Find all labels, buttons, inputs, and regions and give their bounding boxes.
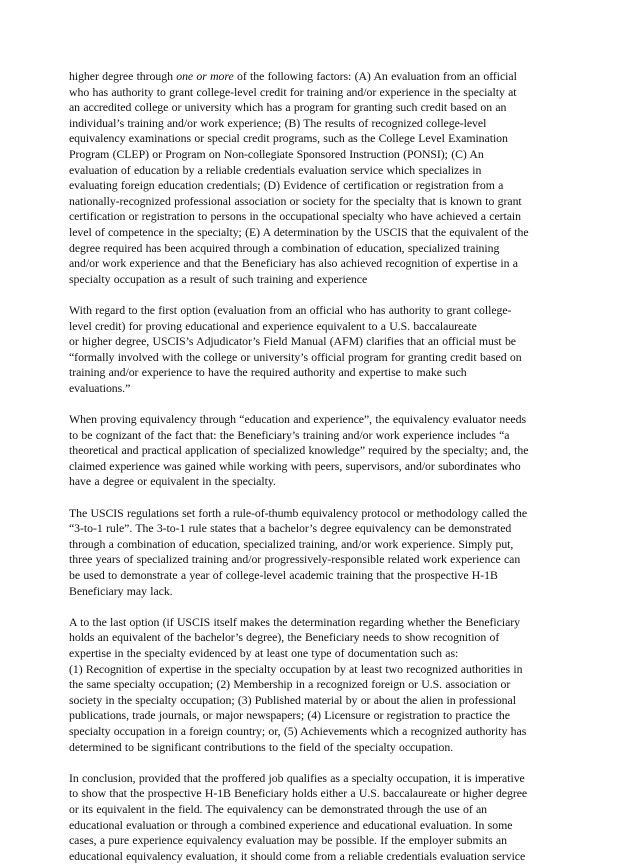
text-line: the same specialty occupation; (2) Membership in a recognized foreign or U.S. association or [69,677,511,692]
text-line: When proving equivalency through “education and experience”, the equivalency evaluator needs [69,412,526,427]
text-line: who has authority to grant college-level credit for training and/or experience in the specialty at [69,84,517,99]
text-line: In conclusion, provided that the proffered job qualifies as a specialty occupation, it is imperative [69,770,525,785]
document-body [69,69,575,864]
emphasized-text: one or more [176,69,234,83]
text-line: A to the last option (if USCIS itself makes the determination regarding whether the Beneficiary [69,614,520,629]
text-line: evaluating foreign education credentials; (D) Evidence of certification or registration from a [69,178,504,193]
text-line: determined to be significant contributions to the field of the specialty occupation. [69,739,454,754]
text-line: have a degree or equivalent in the specialty. [69,474,276,489]
text-line: Beneficiary may lack. [69,583,173,598]
text-line: educational evaluation or through a combined experience and educational evaluation. In some [69,817,513,832]
text-line: certification or registration to persons in the occupational specialty who have achieved a certain [69,209,522,224]
paragraph-degree-factors [69,69,575,287]
text-line: educational equivalency evaluation, it should come from a reliable credentials evaluation service [69,848,526,863]
text-line: to show that the prospective H-1B Beneficiary holds either a U.S. baccalaureate or higher degree [69,786,528,801]
text-line: With regard to the first option (evaluation from an official who has authority to grant college- [69,302,512,317]
text-line: degree required has been acquired through a combination of education, specialized training [69,240,500,255]
text-line: “formally involved with the college or university’s official program for granting credit based on [69,349,522,364]
text-line: “3-to-1 rule”. The 3-to-1 rule states that a bachelor’s degree equivalency can be demonstrated [69,521,512,536]
text-line: higher degree through one or more of the following factors: (A) An evaluation from an official [69,69,517,83]
text-line: society in the specialty occupation; (3) Published material by or about the alien in professional [69,692,516,707]
text-line: Program (CLEP) or Program on Non-collegiate Sponsored Instruction (PONSI); (C) An [69,146,484,161]
paragraph-conclusion [69,771,575,864]
text-line: publications, trade journals, or major newspapers; (4) Licensure or registration to practice the [69,708,510,723]
text-line: an accredited college or university which has a program for granting such credit based on an [69,100,507,115]
text-line: be used to demonstrate a year of college-level academic training that the prospective H-1B [69,568,498,582]
paragraph-first-option [69,303,575,397]
text-line: training and/or experience to have the required authority and expertise to make such [69,365,467,380]
text-line: level of competence in the specialty; (E) A determination by the USCIS that the equivalent of the [69,224,529,239]
text-line: individual’s training and/or work experience; (B) The results of recognized college-level [69,115,487,130]
text-line: level credit) for proving educational and experience equivalent to a U.S. baccalaureate [69,318,477,333]
paragraph-last-option [69,615,575,755]
text-line: claimed experience was gained while working with peers, supervisors, and/or subordinates who [69,458,521,473]
text-line: through a combination of education, specialized training, and/or work experience. Simply put, [69,536,514,551]
text-line: (1) Recognition of expertise in the specialty occupation by at least two recognized authorities in [69,661,523,676]
text-line: theoretical and practical application of specialized knowledge” required by the specialty; and, the [69,443,529,458]
text-line: three years of specialized training and/or progressively-responsible related work experience can [69,552,521,567]
text-line: nationally-recognized professional association or society for the specialty that is known to grant [69,193,522,208]
paragraph-3-to-1-rule [69,506,575,600]
text-line: to be cognizant of the fact that: the Beneficiary’s training and/or work experience includes “a [69,427,510,442]
text-line: expertise in the specialty evidenced by at least one type of documentation such as: [69,645,459,660]
text-line: or its equivalent in the field. The equivalency can be demonstrated through the use of an [69,801,488,816]
text-line: equivalency examinations or special credit programs, such as the College Level Examination [69,131,508,146]
text-line: specialty occupation in a foreign country; or, (5) Achievements which a recognized authority has [69,723,527,738]
text-line: The USCIS regulations set forth a rule-of-thumb equivalency protocol or methodology called the [69,505,528,520]
text-line: and/or work experience and that the Beneficiary has also achieved recognition of expertise in a [69,256,518,271]
text-line: cases, a pure experience equivalency evaluation may be possible. If the employer submits an [69,833,507,848]
text-line: evaluations.” [69,380,131,395]
text-line: evaluation of education by a reliable credentials evaluation service which specializes in [69,162,482,177]
paragraph-education-experience [69,412,575,490]
text-line: specialty occupation as a result of such training and experience [69,271,368,286]
text-line: or higher degree, USCIS’s Adjudicator’s Field Manual (AFM) clarifies that an official must be [69,334,516,349]
text-line: holds an equivalent of the bachelor’s degree), the Beneficiary needs to show recognition of [69,630,500,645]
